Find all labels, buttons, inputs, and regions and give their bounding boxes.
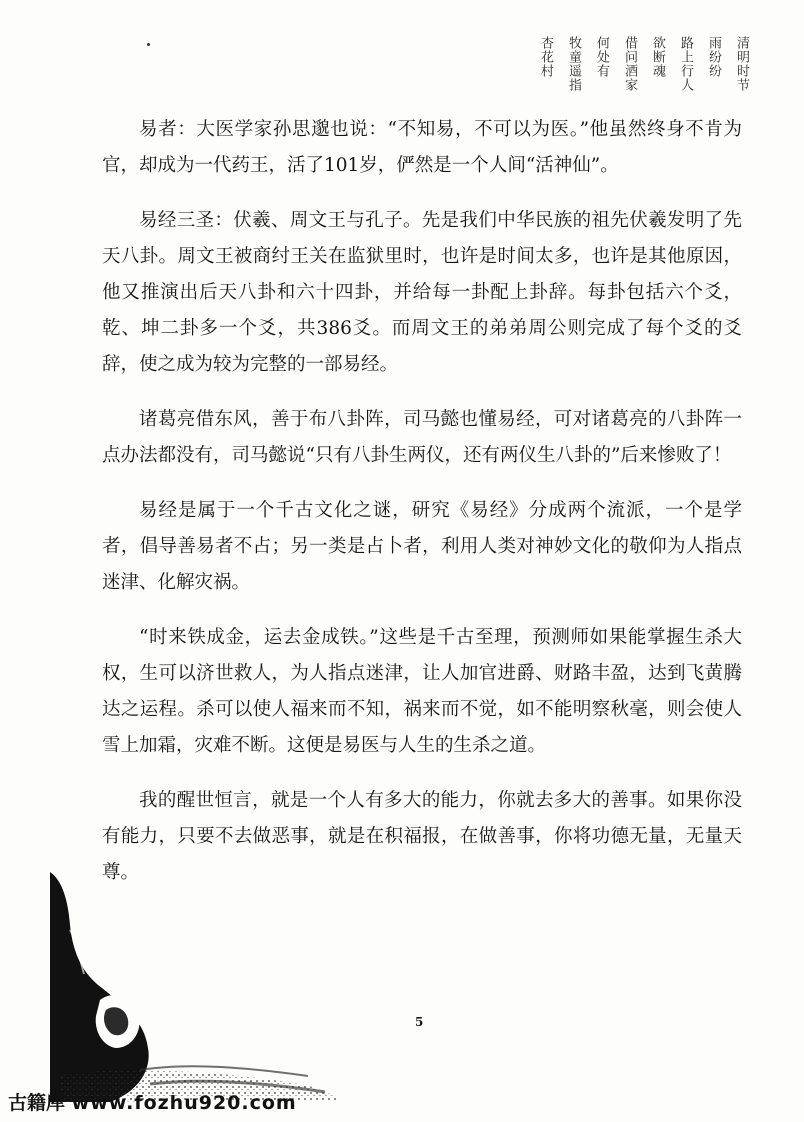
paragraph-three-sages: 易经三圣：伏羲、周文王与孔子。先是我们中华民族的祖先伏羲发明了先天八卦。周文王被商纣王关在监狱里时，也许是时间太多，也许是其他原因，他又推演出后天八卦和六十四卦，并给每一卦配上卦辞。每卦包括六个爻，乾、坤二卦多一个爻，共386爻。而周文王的弟弟周公则完成了每个爻的爻辞，使之成为较为完整的一部易经。 [102, 210, 742, 375]
paragraph-zhuge-liang: 诸葛亮借东风，善于布八卦阵，司马懿也懂易经，可对诸葛亮的八卦阵一点办法都没有，司马懿说“只有八卦生两仪，还有两仪生八卦的”后来惨败了！ [102, 409, 742, 466]
scan-speck [147, 43, 150, 46]
poem-column-7: 牧童遥指 [566, 36, 581, 92]
page-number: 5 [415, 1015, 424, 1029]
vertical-poem [535, 36, 752, 92]
poem-column-4: 欲断魂 [650, 36, 665, 78]
paragraph-wisdom: 我的醒世恒言，就是一个人有多大的能力，你就去多大的善事。如果你没有能力，只要不去做恶事，就是在积福报，在做善事，你将功德无量，无量天尊。 [102, 790, 742, 883]
paragraph-two-schools: 易经是属于一个千古文化之谜，研究《易经》分成两个流派，一个是学者，倡导善易者不占；另一类是占卜者，利用人类对神妙文化的敬仰为人指点迷津、化解灾祸。 [102, 500, 742, 593]
paragraph-fortune: “时来铁成金，运去金成铁。”这些是千古至理，预测师如果能掌握生杀大权，生可以济世救人，为人指点迷津，让人加官进爵、财路丰盈，达到飞黄腾达之运程。杀可以使人福来而不知，祸来而不觉，如不能明察秋毫，则会使人雪上加霜，灾难不断。这便是易医与人生的生杀之道。 [102, 627, 742, 756]
poem-column-2: 雨纷纷 [706, 36, 721, 78]
poem-column-3: 路上行人 [678, 36, 693, 92]
ink-landscape-illustration [40, 870, 340, 1105]
poem-column-8: 杏花村 [538, 36, 553, 78]
paragraph-sun-simiao: 易者：大医学家孙思邈也说：“不知易，不可以为医。”他虽然终身不肯为官，却成为一代药王，活了101岁，俨然是一个人间“活神仙”。 [102, 119, 742, 176]
poem-column-6: 何处有 [594, 36, 609, 78]
poem-column-5: 借问酒家 [622, 36, 637, 92]
poem-column-1: 清明时节 [734, 36, 749, 92]
watermark-site-name: 古籍库 [8, 1092, 66, 1114]
watermark-url: www.fozhu920.com [71, 1092, 297, 1114]
site-watermark [8, 1088, 297, 1115]
body-text [102, 112, 742, 910]
